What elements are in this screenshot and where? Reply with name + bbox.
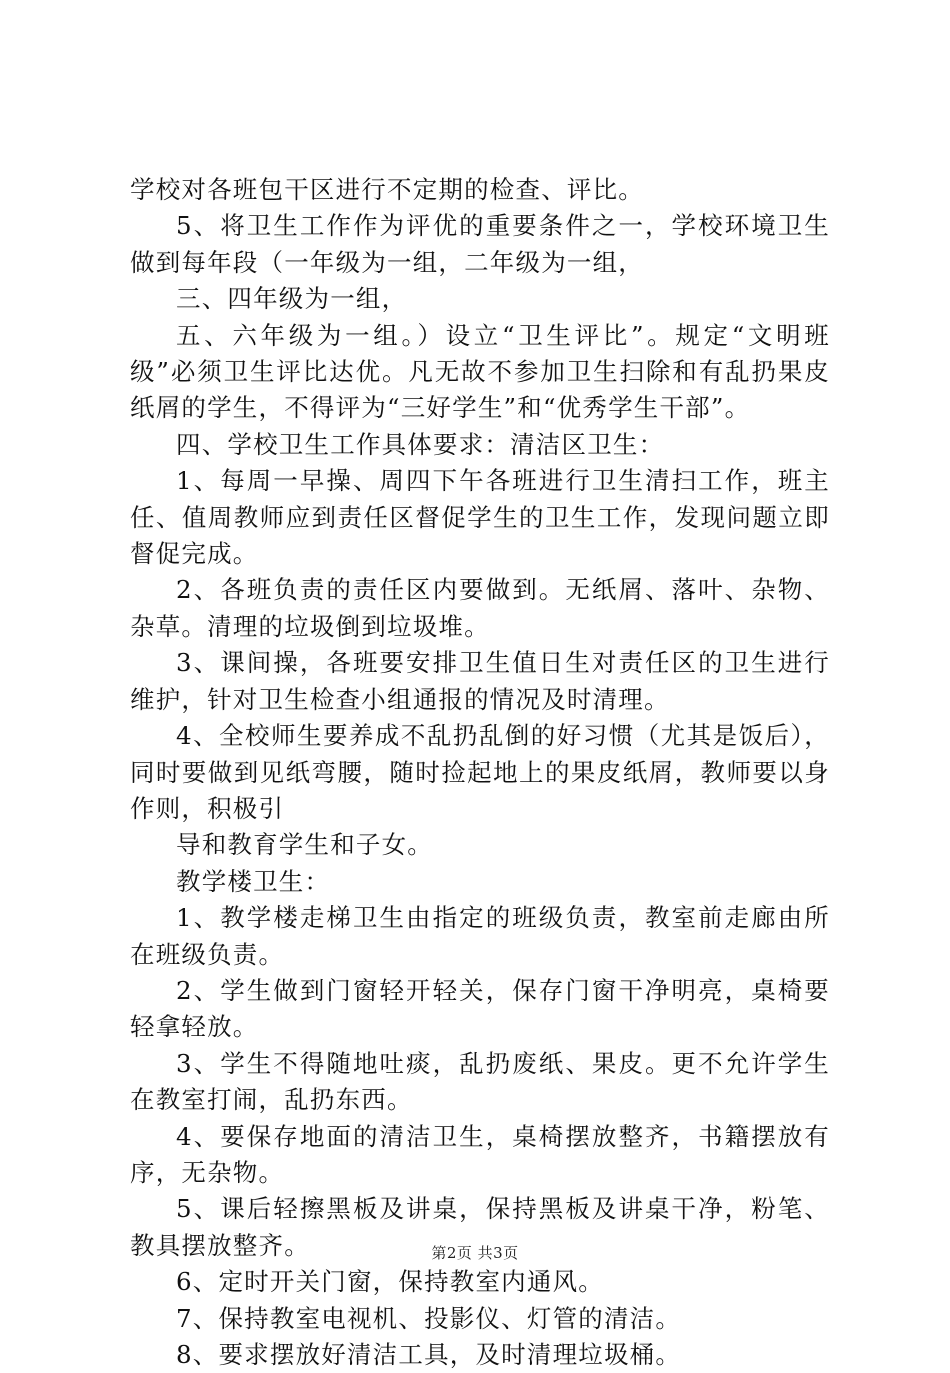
paragraph: 7、保持教室电视机、投影仪、灯管的清洁。	[176, 1303, 682, 1333]
paragraph: 学校对各班包干区进行不定期的检查、评比。	[130, 175, 644, 204]
page-number-footer: 第2页 共3页	[431, 1244, 519, 1262]
paragraph: 2、学生做到门窗轻开轻关，保存门窗干净明亮，桌椅要轻拿轻放。	[130, 975, 830, 1042]
paragraph: 2、各班负责的责任区内要做到。无纸屑、落叶、杂物、杂草。清理的垃圾倒到垃圾堆。	[130, 575, 830, 641]
paragraph: 导和教育学生和子女。	[176, 830, 433, 860]
paragraph: 三、四年级为一组，	[176, 284, 408, 314]
paragraph: 4、要保存地面的清洁卫生，桌椅摆放整齐，书籍摆放有序，无杂物。	[130, 1121, 830, 1187]
paragraph: 3、课间操，各班要安排卫生值日生对责任区的卫生进行维护，针对卫生检查小组通报的情况及时清理。	[130, 648, 830, 714]
paragraph: 6、定时开关门窗，保持教室内通风。	[176, 1267, 604, 1297]
paragraph: 五、六年级为一组。）设立“卫生评比”。规定“文明班级”必须卫生评比达优。凡无故不参加卫生扫除和有乱扔果皮纸屑的学生，不得评为“三好学生”和“优秀学生干部”。	[130, 320, 830, 423]
paragraph: 8、要求摆放好清洁工具，及时清理垃圾桶。	[176, 1340, 682, 1369]
document-body	[130, 172, 830, 1373]
section-heading: 四、学校卫生工作具体要求：清洁区卫生：	[176, 429, 665, 459]
paragraph: 3、学生不得随地吐痰，乱扔废纸、果皮。更不允许学生在教室打闹，乱扔东西。	[130, 1048, 830, 1115]
paragraph: 1、每周一早操、周四下午各班进行卫生清扫工作，班主任、值周教师应到责任区督促学生的卫生工作，发现问题立即督促完成。	[130, 466, 830, 569]
paragraph: 5、将卫生工作作为评优的重要条件之一，学校环境卫生做到每年段（一年级为一组，二年级为一组，	[130, 211, 830, 277]
paragraph: 5、课后轻擦黑板及讲桌，保持黑板及讲桌干净，粉笔、教具摆放整齐。	[130, 1194, 830, 1260]
section-heading: 教学楼卫生：	[176, 866, 331, 896]
paragraph: 1、教学楼走梯卫生由指定的班级负责，教室前走廊由所在班级负责。	[130, 903, 830, 969]
paragraph: 4、全校师生要养成不乱扔乱倒的好习惯（尤其是饭后），同时要做到见纸弯腰，随时捡起地上的果皮纸屑，教师要以身作则，积极引	[130, 721, 830, 823]
